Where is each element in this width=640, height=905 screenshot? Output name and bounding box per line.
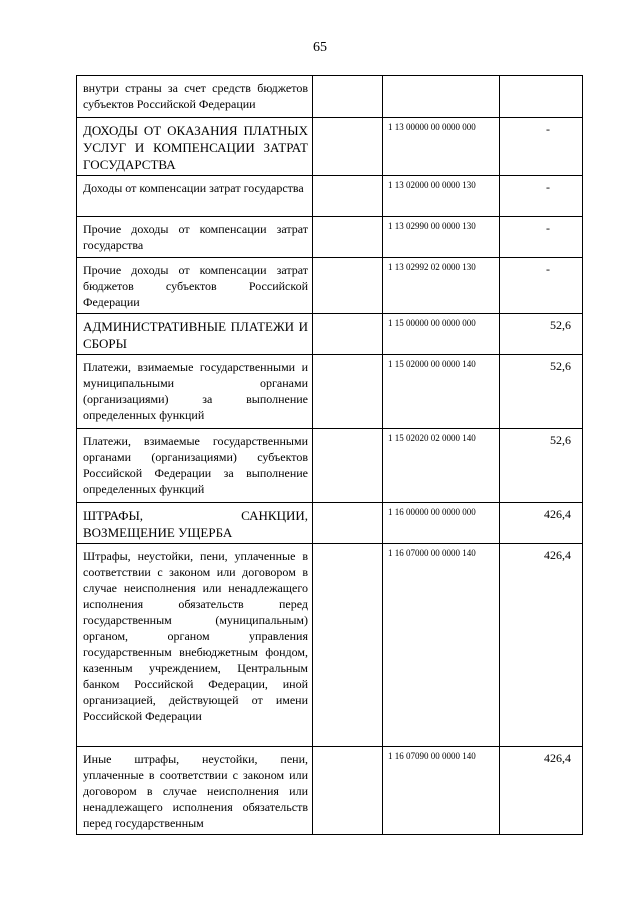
amount-value: - [546, 122, 550, 136]
amount-cell [500, 503, 583, 544]
table-row [77, 176, 583, 217]
revenue-name: Прочие доходы от компенсации затрат государства [83, 222, 308, 252]
revenue-name: Платежи, взимаемые государственными и муниципальными органами (организациями) за выполнение определенных функций [83, 360, 308, 422]
budget-code: 1 13 02992 02 0000 130 [388, 262, 476, 272]
budget-code-cell [383, 355, 500, 429]
amount-value: 426,4 [544, 507, 571, 521]
table-row [77, 314, 583, 355]
revenue-name-cell [77, 544, 313, 747]
amount-value: 52,6 [550, 318, 571, 332]
amount-value [500, 76, 582, 79]
budget-code-cell [383, 76, 500, 118]
empty-cell [313, 503, 383, 544]
budget-code-cell [383, 503, 500, 544]
empty-cell [313, 429, 383, 503]
empty-cell [313, 355, 383, 429]
empty-cell [313, 217, 383, 258]
empty-cell [313, 258, 383, 314]
empty-cell [313, 747, 383, 835]
table-row [77, 747, 583, 835]
page-number: 65 [313, 40, 327, 55]
budget-code-cell [383, 217, 500, 258]
budget-code-cell [383, 429, 500, 503]
empty-cell [313, 544, 383, 747]
budget-code [383, 76, 499, 79]
revenue-name-cell [77, 314, 313, 355]
revenue-name: ШТРАФЫ, САНКЦИИ, ВОЗМЕЩЕНИЕ УЩЕРБА [83, 508, 308, 540]
amount-cell [500, 76, 583, 118]
empty-cell [313, 176, 383, 217]
empty-cell [313, 76, 383, 118]
table-row [77, 258, 583, 314]
budget-code-cell [383, 176, 500, 217]
budget-code: 1 13 02000 00 0000 130 [388, 180, 476, 190]
revenue-name-cell [77, 747, 313, 835]
amount-cell [500, 118, 583, 176]
amount-cell [500, 176, 583, 217]
budget-code: 1 13 02990 00 0000 130 [388, 221, 476, 231]
amount-value: - [546, 221, 550, 235]
amount-value: - [546, 262, 550, 276]
amount-value: 52,6 [550, 359, 571, 373]
amount-value: 52,6 [550, 433, 571, 447]
table-row [77, 544, 583, 747]
budget-revenue-table [76, 75, 583, 835]
revenue-name: внутри страны за счет средств бюджетов субъектов Российской Федерации [83, 81, 308, 111]
amount-cell [500, 747, 583, 835]
budget-code: 1 15 00000 00 0000 000 [388, 318, 476, 328]
amount-cell [500, 544, 583, 747]
revenue-name-cell [77, 258, 313, 314]
revenue-name: ДОХОДЫ ОТ ОКАЗАНИЯ ПЛАТНЫХ УСЛУГ И КОМПЕНСАЦИИ ЗАТРАТ ГОСУДАРСТВА [83, 123, 308, 172]
revenue-name-cell [77, 355, 313, 429]
revenue-name: Платежи, взимаемые государственными органами (организациями) субъектов Российской Федерации за выполнение определенных функций [83, 434, 308, 496]
amount-cell [500, 429, 583, 503]
amount-cell [500, 258, 583, 314]
budget-code-cell [383, 118, 500, 176]
budget-code-cell [383, 747, 500, 835]
budget-code-cell [383, 314, 500, 355]
amount-value: 426,4 [544, 548, 571, 562]
revenue-name: Иные штрафы, неустойки, пени, уплаченные в соответствии с законом или договором в случае неисполнения или ненадлежащего исполнения обязательств перед государственным [83, 752, 308, 830]
revenue-name: АДМИНИСТРАТИВНЫЕ ПЛАТЕЖИ И СБОРЫ [83, 319, 308, 351]
empty-cell [313, 118, 383, 176]
budget-code: 1 16 07000 00 0000 140 [388, 548, 476, 558]
revenue-name: Прочие доходы от компенсации затрат бюджетов субъектов Российской Федерации [83, 263, 308, 309]
amount-cell [500, 314, 583, 355]
amount-value: 426,4 [544, 751, 571, 765]
table-row [77, 76, 583, 118]
budget-code: 1 16 07090 00 0000 140 [388, 751, 476, 761]
table-body [77, 76, 583, 835]
budget-code: 1 16 00000 00 0000 000 [388, 507, 476, 517]
amount-value: - [546, 180, 550, 194]
revenue-name-cell [77, 217, 313, 258]
budget-code: 1 15 02020 02 0000 140 [388, 433, 476, 443]
empty-cell [313, 314, 383, 355]
revenue-name-cell [77, 176, 313, 217]
budget-code: 1 13 00000 00 0000 000 [388, 122, 476, 132]
table-row [77, 118, 583, 176]
revenue-name: Штрафы, неустойки, пени, уплаченные в соответствии с законом или договором в случае неисполнения или ненадлежащего исполнения обязательств перед государственным (муниципальным) органом, органом управления государственным внебюджетным фондом, казенным учреждением, Центральным банком Российской Федерации, иной организацией, действующей от имени Российской Федерации [83, 549, 308, 723]
amount-cell [500, 217, 583, 258]
table-row [77, 355, 583, 429]
table-row [77, 503, 583, 544]
budget-code-cell [383, 258, 500, 314]
revenue-name-cell [77, 429, 313, 503]
budget-code-cell [383, 544, 500, 747]
revenue-name-cell [77, 118, 313, 176]
revenue-name-cell [77, 76, 313, 118]
amount-cell [500, 355, 583, 429]
revenue-name-cell [77, 503, 313, 544]
budget-code: 1 15 02000 00 0000 140 [388, 359, 476, 369]
table-row [77, 429, 583, 503]
revenue-name: Доходы от компенсации затрат государства [83, 181, 304, 195]
table-row [77, 217, 583, 258]
